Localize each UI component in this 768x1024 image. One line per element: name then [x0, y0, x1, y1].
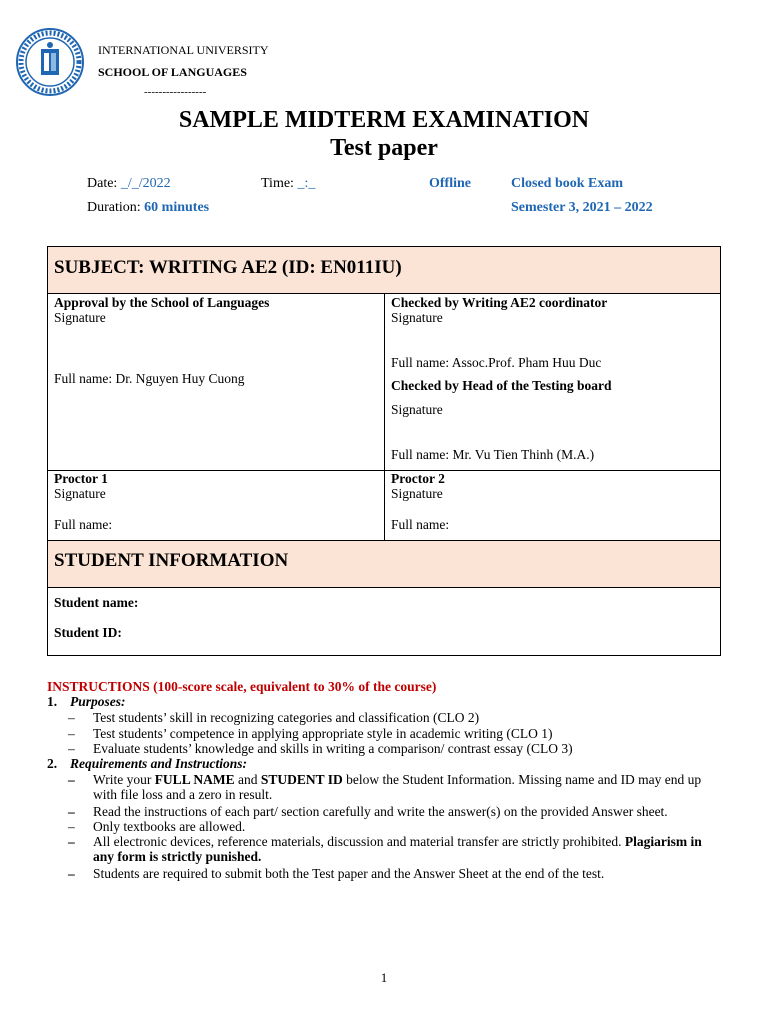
requirement-item: All electronic devices, reference materials, discussion and material transfer are strictly prohibited. Plagiarism in any form is strictly punished. [93, 834, 702, 864]
exam-type: Closed book Exam [511, 176, 624, 191]
bullet-dash: – [68, 819, 75, 834]
purpose-item: Test students’ competence in applying appropriate style in academic writing (CLO 1) [93, 726, 553, 741]
time-field [261, 176, 315, 192]
subject-heading: SUBJECT: WRITING AE2 (ID: EN011IU) [54, 257, 402, 278]
separator: ----------------- [144, 86, 207, 98]
bullet-dash: – [68, 804, 75, 819]
bullet-dash: – [68, 726, 75, 741]
requirement-item: Students are required to submit both the Test paper and the Answer Sheet at the end of the test. [93, 866, 605, 881]
student-info-heading: STUDENT INFORMATION [54, 550, 289, 571]
time-value: _:_ [297, 176, 316, 191]
testing-board-title: Checked by Head of the Testing board [391, 378, 612, 393]
bullet-dash: – [68, 710, 75, 725]
bullet-dash: – [68, 772, 75, 787]
coordinator-signature: Signature [391, 310, 443, 325]
proctor-1-fullname: Full name: [54, 517, 113, 532]
page-title: SAMPLE MIDTERM EXAMINATION [178, 107, 590, 133]
date-value: _/_/2022 [120, 176, 171, 191]
section-2-number: 2. [47, 756, 58, 771]
column-divider [384, 294, 385, 472]
section-2-title: Requirements and Instructions: [70, 756, 248, 771]
time-label: Time: [261, 176, 298, 191]
school-name: SCHOOL OF LANGUAGES [98, 65, 247, 79]
coordinator-check-title: Checked by Writing AE2 coordinator [391, 295, 608, 310]
school-approval-title: Approval by the School of Languages [54, 295, 270, 310]
purpose-item: Test students’ skill in recognizing categories and classification (CLO 2) [93, 710, 480, 725]
approvals-box [47, 293, 721, 471]
page-subtitle: Test paper [330, 135, 438, 161]
date-label: Date: [87, 176, 121, 191]
testing-board-fullname: Full name: Mr. Vu Tien Thinh (M.A.) [391, 447, 595, 462]
school-approval-fullname: Full name: Dr. Nguyen Huy Cuong [54, 371, 245, 386]
exam-mode: Offline [429, 176, 471, 191]
proctor-2-signature: Signature [391, 486, 443, 501]
university-logo [15, 27, 85, 97]
student-fields-box [47, 587, 721, 656]
section-1-number: 1. [47, 694, 58, 709]
purpose-item: Evaluate students’ knowledge and skills in writing a comparison/ contrast essay (CLO 3) [93, 741, 573, 756]
coordinator-fullname: Full name: Assoc.Prof. Pham Huu Duc [391, 355, 602, 370]
instructions-heading: INSTRUCTIONS (100-score scale, equivalent to 30% of the course) [47, 679, 437, 694]
proctor-2-title: Proctor 2 [391, 471, 445, 486]
page-number: 1 [380, 970, 388, 985]
proctor-2-fullname: Full name: [391, 517, 450, 532]
bullet-dash: – [68, 866, 75, 881]
requirement-item: Only textbooks are allowed. [93, 819, 246, 834]
student-info-heading-box [47, 540, 721, 588]
bullet-dash: – [68, 741, 75, 756]
section-1-title: Purposes: [70, 694, 126, 709]
student-name-label: Student name: [54, 595, 139, 610]
requirement-item: Write your FULL NAME and STUDENT ID below the Student Information. Missing name and ID may end up with file loss and a zero in result. [93, 772, 702, 802]
institution-name: INTERNATIONAL UNIVERSITY [98, 43, 269, 57]
proctor-1-title: Proctor 1 [54, 471, 108, 486]
proctor-1-signature: Signature [54, 486, 106, 501]
semester: Semester 3, 2021 – 2022 [511, 200, 653, 215]
proctors-box [47, 470, 721, 541]
duration-value: 60 minutes [144, 200, 210, 215]
school-approval-signature: Signature [54, 310, 106, 325]
column-divider [384, 471, 385, 542]
duration-label: Duration: [87, 200, 145, 215]
testing-board-signature: Signature [391, 402, 443, 417]
student-id-label: Student ID: [54, 625, 122, 640]
subject-box [47, 246, 721, 294]
duration-field [87, 200, 209, 216]
date-field [87, 176, 171, 192]
requirement-item: Read the instructions of each part/ section carefully and write the answer(s) on the provided Answer sheet. [93, 804, 668, 819]
bullet-dash: – [68, 834, 75, 849]
